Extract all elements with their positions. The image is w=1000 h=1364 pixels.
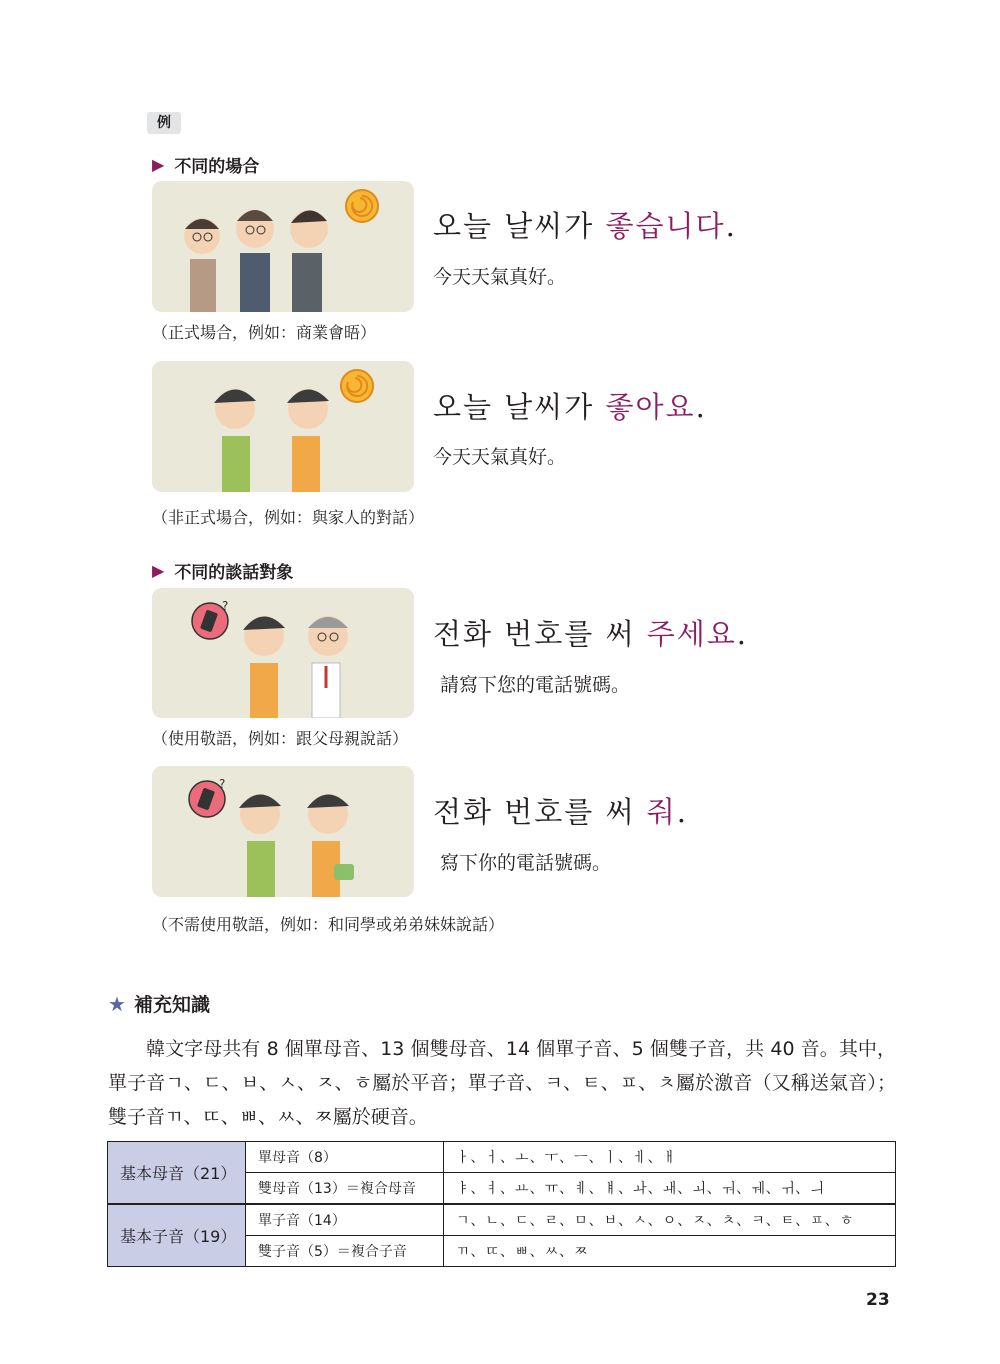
sun-icon xyxy=(341,370,373,402)
phone-bubble-icon xyxy=(192,599,228,639)
young-man xyxy=(243,616,285,718)
svg-text:?: ? xyxy=(222,599,229,613)
section-heading-listeners xyxy=(152,558,293,583)
caption-formal: （正式場合，例如：商業會晤） xyxy=(152,323,377,342)
chinese-translation-formal: 今天天氣真好。 xyxy=(433,266,567,288)
svg-text:?: ? xyxy=(219,777,226,791)
korean-sentence-informal: 오늘 날씨가 좋아요. xyxy=(433,390,707,424)
vowels-group-label: 基本母音（21） xyxy=(108,1142,246,1205)
supplement-title: ★ 補充知識 xyxy=(108,991,210,1016)
caption-honorific: （使用敬語，例如：跟父母親說話） xyxy=(152,729,409,748)
illustration-business-meeting xyxy=(152,181,414,312)
young-man-2 xyxy=(307,794,354,897)
sun-icon xyxy=(346,190,378,222)
example-tag: 例 xyxy=(147,112,181,134)
single-consonants-list: ㄱ、ㄴ、ㄷ、ㄹ、ㅁ、ㅂ、ㅅ、ㅇ、ㅈ、ㅊ、ㅋ、ㅌ、ㅍ、ㅎ xyxy=(444,1204,896,1236)
consonants-group-label: 基本子音（19） xyxy=(108,1204,246,1267)
double-vowels-list: ㅑ、ㅕ、ㅛ、ㅠ、ㅖ、ㅒ、ㅘ、ㅙ、ㅚ、ㅝ、ㅞ、ㅟ、ㅢ xyxy=(444,1173,896,1205)
section-heading-text: 不同的談話對象 xyxy=(174,563,294,583)
businessman-2 xyxy=(236,210,274,312)
triangle-bullet-icon: ▶ xyxy=(152,561,165,580)
hangul-table xyxy=(107,1141,896,1267)
korean-sentence-casual: 전화 번호를 써 줘. xyxy=(433,795,688,829)
casual-man-2 xyxy=(287,389,329,492)
supplement-paragraph: 韓文字母共有 8 個單母音、13 個雙母音、14 個單子音、5 個雙子音，共 40 音。其中，單子音ㄱ、ㄷ、ㅂ、ㅅ、ㅈ、ㅎ屬於平音；單子音、ㅋ、ㅌ、ㅍ、ㅊ屬於激音（又稱送氣音）；雙子音ㄲ、ㄸ、ㅃ、ㅆ、ㅉ屬於硬音。 xyxy=(108,1038,896,1128)
single-vowels-label: 單母音（8） xyxy=(246,1142,444,1173)
older-man xyxy=(308,616,348,718)
phone-bubble-icon xyxy=(189,777,225,817)
double-consonants-list: ㄲ、ㄸ、ㅃ、ㅆ、ㅉ xyxy=(444,1236,896,1267)
double-vowels-label: 雙母音（13）＝複合母音 xyxy=(246,1173,444,1205)
page-number: 23 xyxy=(866,1290,890,1310)
businessman-3 xyxy=(290,210,328,312)
double-consonants-label: 雙子音（5）＝複合子音 xyxy=(246,1236,444,1267)
illustration-casual-talk xyxy=(152,766,414,897)
caption-informal: （非正式場合，例如：與家人的對話） xyxy=(152,508,425,527)
single-consonants-label: 單子音（14） xyxy=(246,1204,444,1236)
star-icon: ★ xyxy=(108,991,126,1016)
chinese-translation-casual: 寫下你的電話號碼。 xyxy=(440,852,612,874)
korean-sentence-formal: 오늘 날씨가 좋습니다. xyxy=(433,209,737,243)
caption-casual: （不需使用敬語，例如：和同學或弟弟妹妹說話） xyxy=(152,915,505,934)
single-vowels-list: ㅏ、ㅓ、ㅗ、ㅜ、ㅡ、ㅣ、ㅔ、ㅐ xyxy=(444,1142,896,1173)
section-heading-situations xyxy=(152,152,259,177)
korean-sentence-honorific: 전화 번호를 써 주세요. xyxy=(433,617,749,651)
casual-man-1 xyxy=(214,389,256,492)
businessman-1 xyxy=(184,218,220,312)
section-heading-text: 不同的場合 xyxy=(174,157,260,177)
chinese-translation-informal: 今天天氣真好。 xyxy=(433,446,567,468)
young-man-1 xyxy=(239,794,281,897)
illustration-honorific-talk xyxy=(152,588,414,718)
triangle-bullet-icon: ▶ xyxy=(152,155,165,174)
chinese-translation-honorific: 請寫下您的電話號碼。 xyxy=(440,674,631,696)
illustration-family-chat xyxy=(152,361,414,492)
